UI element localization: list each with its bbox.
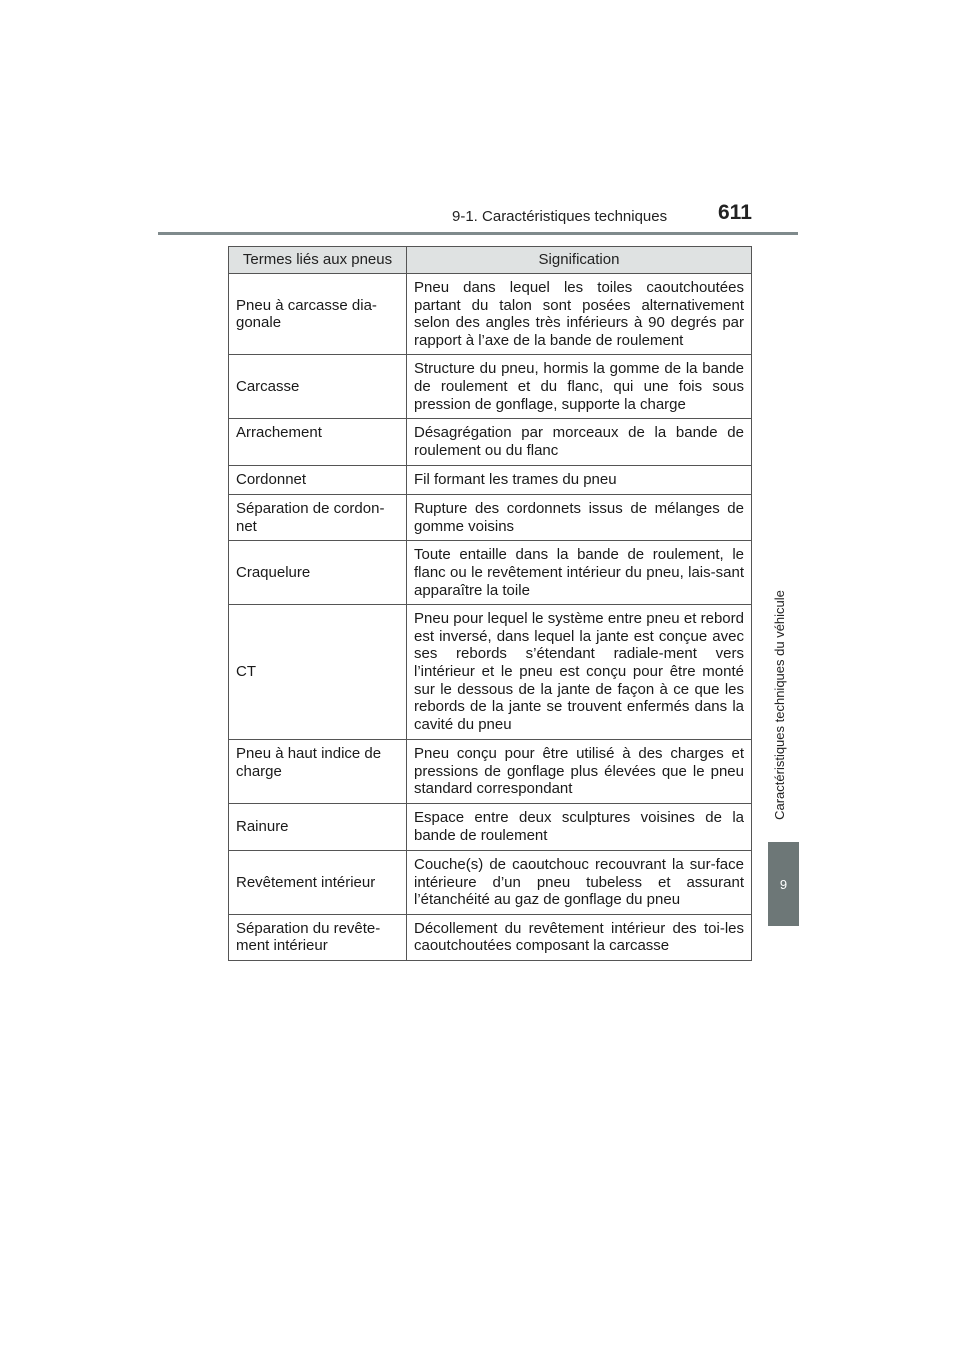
term-cell: Craquelure — [229, 541, 407, 605]
meaning-cell: Toute entaille dans la bande de roulement, le flanc ou le revêtement intérieur du pneu, lais-sant apparaître la toile — [407, 541, 752, 605]
table-row — [229, 466, 752, 495]
table-row — [229, 850, 752, 914]
term-cell: CT — [229, 605, 407, 740]
term-cell: Pneu à haut indice de charge — [229, 740, 407, 804]
term-cell: Cordonnet — [229, 466, 407, 495]
term-cell: Séparation de cordon-net — [229, 495, 407, 541]
meaning-cell: Pneu conçu pour être utilisé à des charges et pressions de gonflage plus élevées que le pneu standard correspondant — [407, 740, 752, 804]
meaning-cell: Pneu dans lequel les toiles caoutchoutées partant du talon sont posées alternativement selon des angles très inférieurs à 90 degrés par rapport à l’axe de la bande de roulement — [407, 274, 752, 355]
table-row — [229, 914, 752, 960]
term-cell: Pneu à carcasse dia-gonale — [229, 274, 407, 355]
table-header-row — [229, 247, 752, 274]
page-number: 611 — [718, 201, 752, 224]
meaning-cell: Structure du pneu, hormis la gomme de la bande de roulement et du flanc, qui une fois sous pression de gonflage, supporte la charge — [407, 355, 752, 419]
meaning-cell: Désagrégation par morceaux de la bande de roulement ou du flanc — [407, 419, 752, 466]
term-cell: Rainure — [229, 803, 407, 850]
meaning-cell: Fil formant les trames du pneu — [407, 466, 752, 495]
section-title: 9-1. Caractéristiques techniques — [452, 208, 668, 225]
term-cell: Séparation du revête-ment intérieur — [229, 914, 407, 960]
meaning-cell: Pneu pour lequel le système entre pneu et rebord est inversé, dans lequel la jante est conçue avec ses rebords s’étendant radiale-ment vers l’intérieur et le pneu est conçu pour être monté sur le dessous de la jante de façon à ce que les rebords de la jante se trouvent enfermés dans la cavité du pneu — [407, 605, 752, 740]
term-cell: Revêtement intérieur — [229, 850, 407, 914]
tire-terms-table — [228, 246, 752, 961]
chapter-side-label: Caractéristiques techniques du véhicule — [772, 590, 787, 820]
meaning-cell: Couche(s) de caoutchouc recouvrant la sur-face intérieure d’un pneu tubeless et assurant l’étanchéité au gaz de gonflage du pneu — [407, 850, 752, 914]
table-row — [229, 803, 752, 850]
term-cell: Arrachement — [229, 419, 407, 466]
table-row — [229, 495, 752, 541]
meaning-cell: Décollement du revêtement intérieur des toi-les caoutchoutées composant la carcasse — [407, 914, 752, 960]
table-row — [229, 541, 752, 605]
table-row — [229, 605, 752, 740]
table-row — [229, 274, 752, 355]
table-row — [229, 355, 752, 419]
table-row — [229, 419, 752, 466]
chapter-number-tab — [768, 842, 799, 926]
term-cell: Carcasse — [229, 355, 407, 419]
meaning-cell: Espace entre deux sculptures voisines de la bande de roulement — [407, 803, 752, 850]
table-row — [229, 740, 752, 804]
header-divider — [158, 232, 798, 235]
meaning-cell: Rupture des cordonnets issus de mélanges de gomme voisins — [407, 495, 752, 541]
column-header-meaning: Signification — [407, 247, 752, 274]
column-header-terms: Termes liés aux pneus — [229, 247, 407, 274]
chapter-number: 9 — [779, 876, 788, 892]
